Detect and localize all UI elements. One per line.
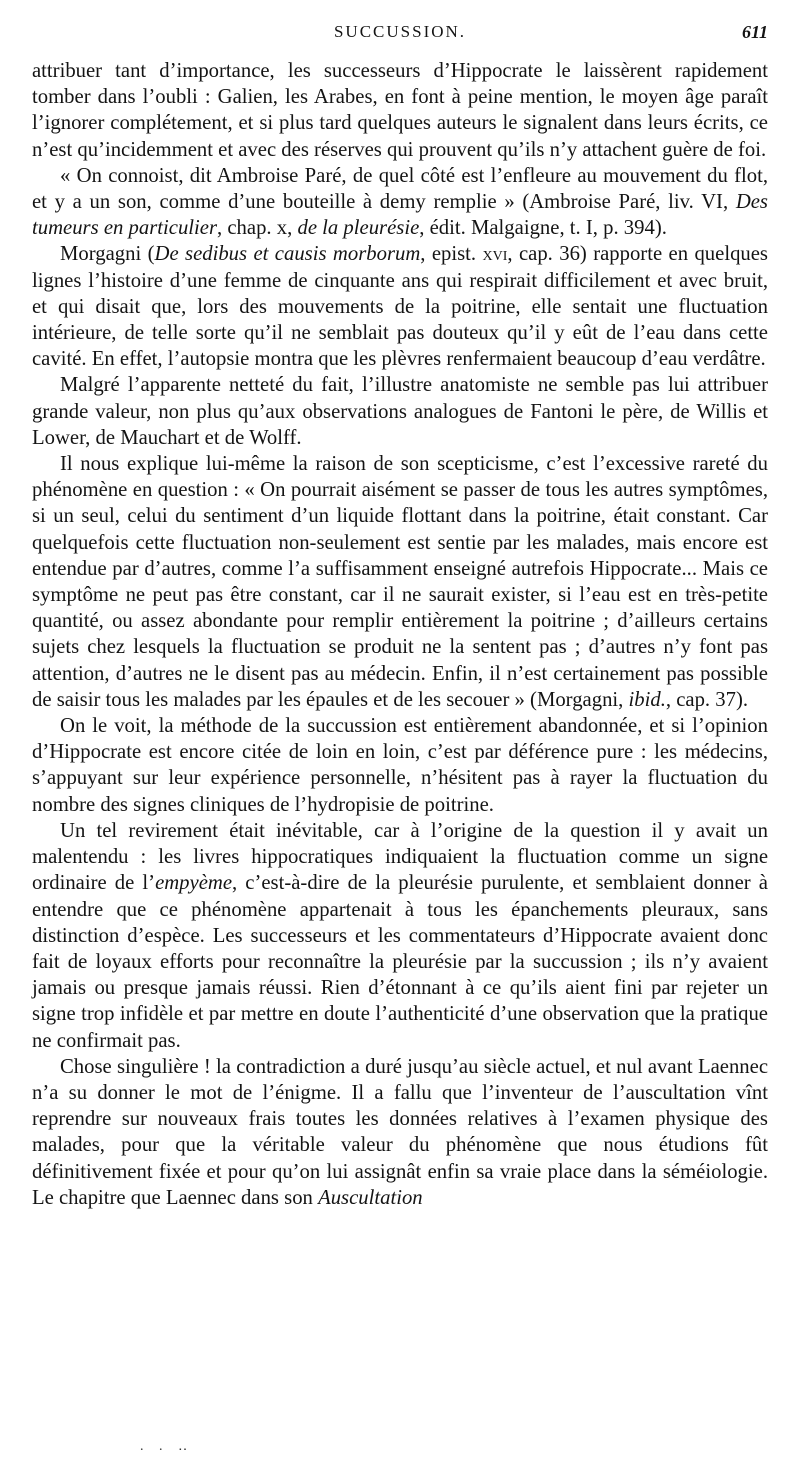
italic-text: De sedibus et causis morborum — [154, 243, 421, 266]
text-run: attribuer tant d’importance, les successeurs d’Hippocrate le laissèrent rapidement tomber dans l’oubli : Galien, les Arabes, en font à peine mention, le moyen âge paraît l’ignorer complétement, et si plus tard quelques auteurs le signalent dans leurs écrits, ce n’est qu’incidemment et avec des réserves qui prouvent qu’ils n’y attachent guère de foi. — [32, 60, 768, 161]
bottom-specks: . . ‥ — [140, 1439, 194, 1454]
running-head — [32, 22, 768, 48]
body-text — [32, 58, 768, 1211]
text-run: , epist. — [420, 243, 483, 266]
text-run: Un tel revirement était inévitable, car à l’origine de la question il y avait un malentendu : les livres hippocratiques indiquaient la fluctuation comme un signe ordinaire de l’ — [32, 819, 768, 895]
text-run: xvi — [482, 243, 508, 266]
italic-text: de la pleurésie — [297, 217, 420, 240]
text-run: Chose singulière ! la contradiction a duré jusqu’au siècle actuel, et nul avant Laennec n’a su donner le mot de l’énigme. Il a fallu que l’inventeur de l’auscultation vînt reprendre sur nouveaux frais toutes les données relatives à l’examen physique des malades, pour que la véritable valeur du phénomène que nous étudions fût définitivement fixée et pour qu’on lui assignât enfin sa vraie place dans la séméiologie. Le chapitre que Laennec dans son — [32, 1055, 768, 1209]
italic-text: empyème — [155, 872, 233, 895]
italic-text: Auscultation — [318, 1186, 423, 1209]
text-run: On le voit, la méthode de la succussion est entièrement abandonnée, et si l’opinion d’Hippocrate est encore citée de loin en loin, c’est par déférence pure : les médecins, s’appuyant sur leur expérience personnelle, n’hésitent pas à rayer la fluctuation du nombre des signes cliniques de l’hydropisie de poitrine. — [32, 715, 768, 816]
italic-text: Des tumeurs en particulier — [32, 191, 768, 240]
paragraph — [32, 58, 768, 163]
paragraph — [32, 713, 768, 818]
running-title: SUCCUSSION. — [333, 22, 467, 41]
text-run: , c’est-à-dire de la pleurésie purulente, et semblaient donner à entendre que ce phénomène appartenait à tous les épanchements pleuraux, sans distinction d’espèce. Les successeurs et les commentateurs d’Hippocrate avaient donc fait de loyaux efforts pour reconnaître la pleurésie par la succussion ; ils n’y avaient jamais ou presque jamais réussi. Rien d’étonnant à ce qu’ils aient fini par rejeter un signe trop infidèle et par mettre en doute l’authenticité d’une observation que la pratique ne confirmait pas. — [32, 872, 768, 1052]
text-run: , chap. x, — [217, 217, 298, 240]
text-run: , édit. Malgaigne, t. I, p. 394). — [419, 217, 667, 240]
text-run: Il nous explique lui-même la raison de son scepticisme, c’est l’excessive rareté du phénomène en question : « On pourrait aisément se passer de tous les autres symptômes, si un seul, celui du sentiment d’un liquide flottant dans la poitrine, était constant. Car quelquefois cette fluctuation non-seulement est sentie par les malades, mais encore est entendue par d’autres, comme l’a suffisamment enseigné autrefois Hippocrate... Mais ce symptôme ne peut pas être constant, car il ne saurait exister, si l’eau est en très-petite quantité, ou assez abondante pour remplir entièrement la poitrine ; d’ailleurs certains sujets chez lesquels la fluctuation se produit ne la sentent pas ; d’autres n’y font pas attention, d’autres ne le disent pas au médecin. Enfin, il n’est certainement pas possible de saisir tous les malades par les épaules et de les secouer » (Morgagni, — [32, 453, 768, 711]
text-run: « On connoist, dit Ambroise Paré, de quel côté est l’enfleure au mouvement du flot, et y a un son, comme d’une bouteille à demy remplie » (Ambroise Paré, liv. VI, — [32, 164, 768, 214]
text-run: Morgagni ( — [60, 243, 155, 266]
paragraph — [32, 451, 768, 713]
paragraph — [32, 163, 768, 242]
paragraph — [32, 818, 768, 1054]
paragraph — [32, 372, 768, 451]
italic-text: ibid. — [628, 688, 666, 711]
paragraph — [32, 1054, 768, 1211]
text-run: , cap. 36) rapporte en quelques lignes l’histoire d’une femme de cinquante ans qui respirait difficilement et avec bruit, et qui disait que, lors des mouvements de la poitrine, elle sentait une fluctuation intérieure, de telle sorte qu’il ne semblait pas douteux qu’il y eût de l’eau dans cette cavité. En effet, l’autopsie montra que les plèvres renfermaient beaucoup d’eau verdâtre. — [32, 243, 768, 371]
text-run: Malgré l’apparente netteté du fait, l’illustre anatomiste ne semble pas lui attribuer grande valeur, non plus qu’aux observations analogues de Fantoni le père, de Willis et Lower, de Mauchart et de Wolff. — [32, 374, 768, 449]
paragraph — [32, 241, 768, 372]
book-page — [32, 22, 768, 1211]
text-run: , cap. 37). — [665, 688, 749, 711]
page-number: 611 — [741, 22, 768, 42]
